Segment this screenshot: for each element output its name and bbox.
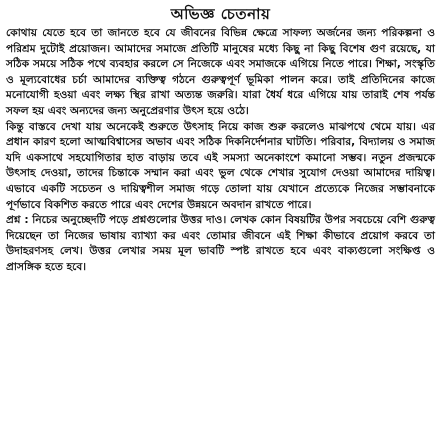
paragraph-1: কোথায় যেতে হবে তা জানতে হবে যে জীবনের বিভিন্ন ক্ষেত্রে সাফল্য অর্জনের জন্য পরিকল্পনা ও পরিশ্রম দুটোই প্রয়োজন। আমাদের সমাজে প্রতিটি মানুষের মধ্যে কিছু না কিছু বিশেষ গুণ রয়েছে, যা সঠিক সময়ে সঠিক পথে ব্যবহার করলে সে নিজেকে এবং সমাজকে এগিয়ে নিতে পারে। শিক্ষা, সংস্কৃতি ও মূল্যবোধের চর্চা আমাদের ব্যক্তিত্ব গঠনে গুরুত্বপূর্ণ ভূমিকা পালন করে। তাই প্রতিদিনের কাজে মনোযোগী হওয়া এবং লক্ষ্য স্থির রাখা অত্যন্ত জরুরি। যারা ধৈর্য ধরে এগিয়ে যায় তারাই শেষ পর্যন্ত সফল হয় এবং অন্যদের জন্য অনুপ্রেরণার উৎস হয়ে ওঠে। bbox=[6, 27, 435, 117]
document-title: অভিজ্ঞ চেতনায় bbox=[170, 5, 271, 23]
paragraph-3: প্রশ্ন : নিচের অনুচ্ছেদটি পড়ে প্রশ্নগুলোর উত্তর দাও। লেখক কোন বিষয়টির উপর সবচেয়ে বেশি গুরুত্ব দিয়েছেন তা নিজের ভাষায় ব্যাখ্যা কর এবং তোমার জীবনে এই শিক্ষা কীভাবে প্রয়োগ করবে তা উদাহরণসহ লেখ। উত্তর লেখার সময় মূল ভাবটি স্পষ্ট রাখতে হবে এবং বাক্যগুলো সংক্ষিপ্ত ও প্রাসঙ্গিক হতে হবে। bbox=[6, 214, 435, 273]
paragraph-2: কিন্তু বাস্তবে দেখা যায় অনেকেই শুরুতে উৎসাহ নিয়ে কাজ শুরু করলেও মাঝপথে থেমে যায়। এর প্রধান কারণ হলো আত্মবিশ্বাসের অভাব এবং সঠিক দিকনির্দেশনার ঘাটতি। পরিবার, বিদ্যালয় ও সমাজ যদি একসাথে সহযোগিতার হাত বাড়ায় তবে এই সমস্যা অনেকাংশে কমানো সম্ভব। নতুন প্রজন্মকে উৎসাহ দেওয়া, তাদের চিন্তাকে সম্মান করা এবং ভুল থেকে শেখার সুযোগ দেওয়া আমাদের দায়িত্ব। এভাবে একটি সচেতন ও দায়িত্বশীল সমাজ গড়ে তোলা যায় যেখানে প্রত্যেকে নিজের সম্ভাবনাকে পূর্ণভাবে বিকশিত করতে পারে এবং দেশের উন্নয়নে অবদান রাখতে পারে। bbox=[6, 120, 435, 211]
